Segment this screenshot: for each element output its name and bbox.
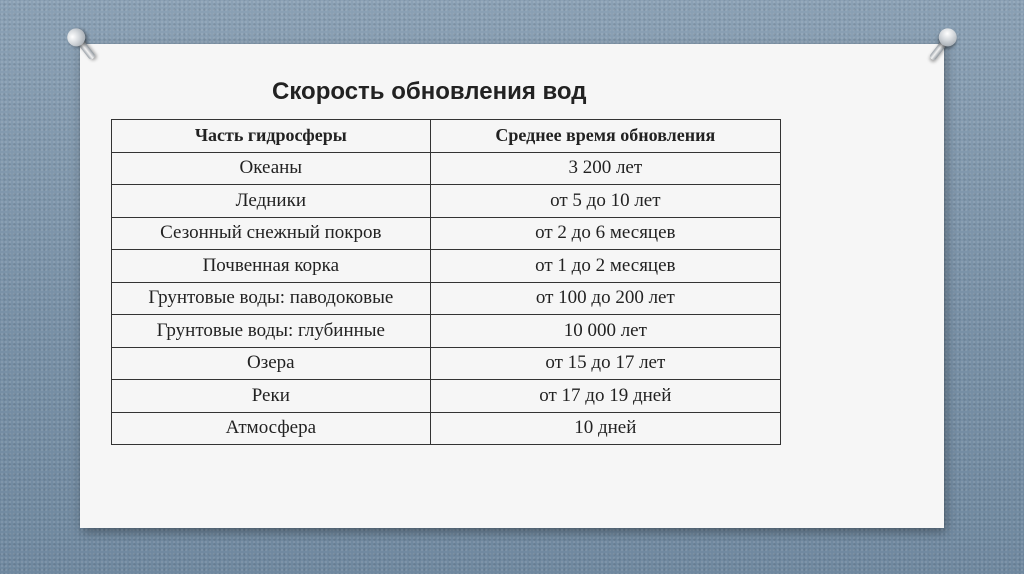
cell-part: Океаны bbox=[112, 152, 431, 185]
table-row bbox=[112, 412, 781, 445]
cell-time: 10 000 лет bbox=[430, 315, 780, 348]
table-row bbox=[112, 152, 781, 185]
table-row bbox=[112, 250, 781, 283]
table-row bbox=[112, 347, 781, 380]
cell-time: от 100 до 200 лет bbox=[430, 282, 780, 315]
table-row bbox=[112, 315, 781, 348]
cell-part: Грунтовые воды: глубинные bbox=[112, 315, 431, 348]
cell-time: 3 200 лет bbox=[430, 152, 780, 185]
cell-part: Сезонный снежный покров bbox=[112, 217, 431, 250]
cell-time: от 15 до 17 лет bbox=[430, 347, 780, 380]
table-row bbox=[112, 217, 781, 250]
cell-time: от 17 до 19 дней bbox=[430, 380, 780, 413]
cell-part: Озера bbox=[112, 347, 431, 380]
cell-part: Грунтовые воды: паводоковые bbox=[112, 282, 431, 315]
cell-time: от 5 до 10 лет bbox=[430, 185, 780, 218]
column-header-time: Среднее время обновления bbox=[430, 120, 780, 153]
cell-part: Почвенная корка bbox=[112, 250, 431, 283]
table-row bbox=[112, 282, 781, 315]
cell-part: Атмосфера bbox=[112, 412, 431, 445]
cell-time: от 1 до 2 месяцев bbox=[430, 250, 780, 283]
cell-part: Ледники bbox=[112, 185, 431, 218]
cell-time: 10 дней bbox=[430, 412, 780, 445]
water-renewal-table bbox=[111, 119, 781, 445]
table-row bbox=[112, 380, 781, 413]
table-row bbox=[112, 185, 781, 218]
table-header-row bbox=[112, 120, 781, 153]
cell-time: от 2 до 6 месяцев bbox=[430, 217, 780, 250]
cell-part: Реки bbox=[112, 380, 431, 413]
page-title: Скорость обновления вод bbox=[272, 78, 587, 105]
column-header-part: Часть гидросферы bbox=[112, 120, 431, 153]
